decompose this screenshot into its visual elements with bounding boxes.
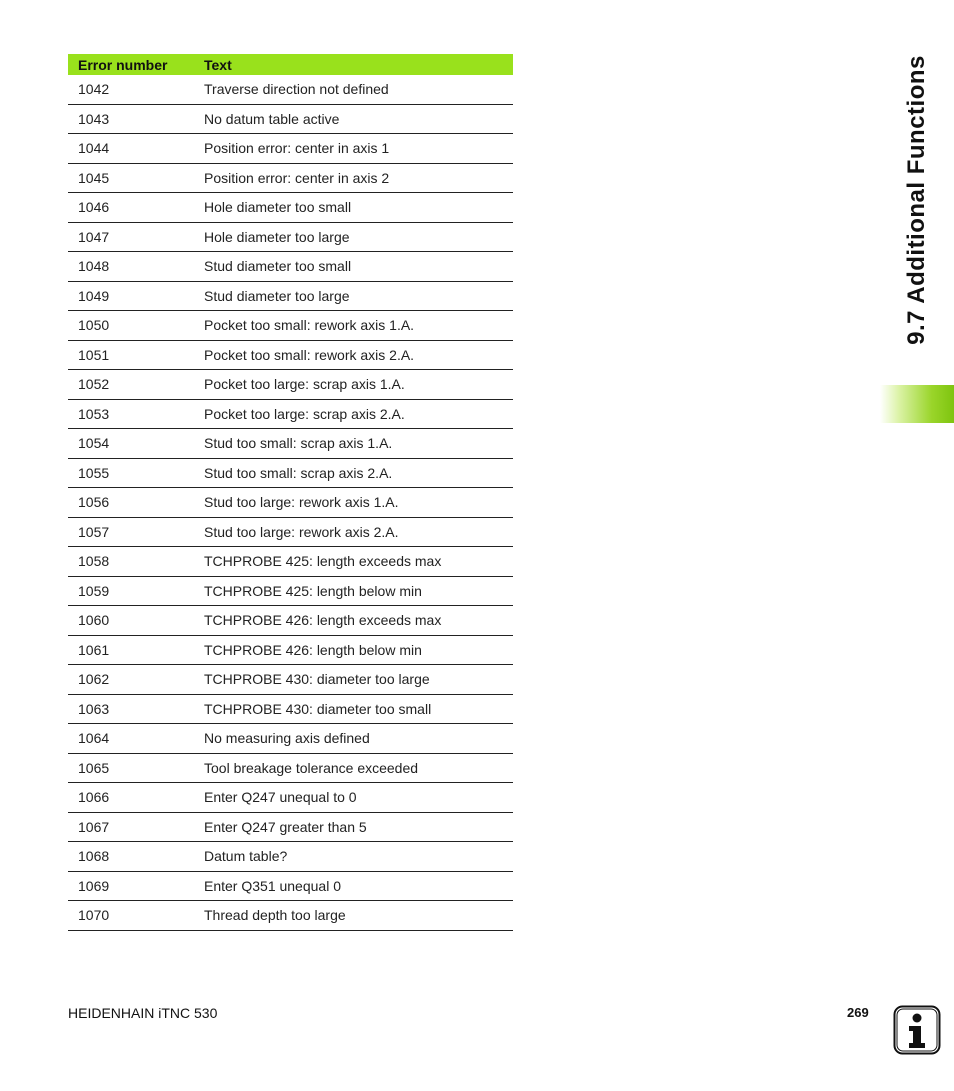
error-number-cell: 1068 [78, 848, 110, 865]
error-number-cell: 1056 [78, 494, 110, 511]
error-text-cell: Stud diameter too large [204, 287, 350, 304]
table-row [68, 193, 513, 223]
error-text-cell: Pocket too small: rework axis 1.A. [204, 317, 415, 334]
error-number-cell: 1044 [78, 140, 110, 157]
table-row [68, 311, 513, 341]
table-row [68, 164, 513, 194]
error-text-cell: TCHPROBE 430: diameter too large [204, 671, 430, 688]
error-text-cell: TCHPROBE 426: length exceeds max [204, 612, 442, 629]
table-row [68, 134, 513, 164]
error-text-cell: Enter Q247 unequal to 0 [204, 789, 357, 806]
error-number-cell: 1043 [78, 110, 110, 127]
error-table [68, 54, 513, 931]
error-text-cell: No measuring axis defined [204, 730, 370, 747]
table-row [68, 754, 513, 784]
table-row [68, 341, 513, 371]
table-row [68, 724, 513, 754]
table-row [68, 901, 513, 931]
error-number-cell: 1042 [78, 81, 110, 98]
error-text-cell: No datum table active [204, 110, 340, 127]
error-text-cell: Pocket too small: rework axis 2.A. [204, 346, 415, 363]
error-text-cell: Position error: center in axis 1 [204, 140, 390, 157]
error-text-cell: Traverse direction not defined [204, 81, 389, 98]
error-text-cell: Stud too large: rework axis 1.A. [204, 494, 399, 511]
table-row [68, 370, 513, 400]
error-number-cell: 1065 [78, 759, 110, 776]
table-row [68, 783, 513, 813]
error-number-cell: 1049 [78, 287, 110, 304]
table-row [68, 636, 513, 666]
error-number-cell: 1069 [78, 877, 110, 894]
error-number-cell: 1057 [78, 523, 110, 540]
error-text-cell: TCHPROBE 425: length exceeds max [204, 553, 442, 570]
error-number-cell: 1045 [78, 169, 110, 186]
error-text-cell: Position error: center in axis 2 [204, 169, 390, 186]
info-icon [893, 1005, 941, 1055]
error-text-cell: Enter Q247 greater than 5 [204, 818, 367, 835]
error-text-cell: Hole diameter too small [204, 199, 352, 216]
table-row [68, 518, 513, 548]
error-number-cell: 1070 [78, 907, 110, 924]
error-number-cell: 1051 [78, 346, 110, 363]
header-text: Text [204, 56, 232, 73]
table-row [68, 577, 513, 607]
header-error-number: Error number [78, 56, 168, 73]
table-header-row [68, 54, 513, 75]
error-text-cell: TCHPROBE 426: length below min [204, 641, 422, 658]
page-number: 269 [847, 1005, 869, 1020]
table-row [68, 75, 513, 105]
table-row [68, 105, 513, 135]
error-text-cell: Pocket too large: scrap axis 2.A. [204, 405, 405, 422]
table-row [68, 842, 513, 872]
error-number-cell: 1048 [78, 258, 110, 275]
error-number-cell: 1047 [78, 228, 110, 245]
error-number-cell: 1046 [78, 199, 110, 216]
error-number-cell: 1055 [78, 464, 110, 481]
error-text-cell: Datum table? [204, 848, 288, 865]
table-row [68, 282, 513, 312]
error-number-cell: 1058 [78, 553, 110, 570]
error-number-cell: 1064 [78, 730, 110, 747]
error-text-cell: Tool breakage tolerance exceeded [204, 759, 419, 776]
section-title-vertical [880, 50, 954, 350]
error-text-cell: Hole diameter too large [204, 228, 350, 245]
error-text-cell: TCHPROBE 425: length below min [204, 582, 422, 599]
error-number-cell: 1062 [78, 671, 110, 688]
chapter-tab-marker [880, 385, 954, 423]
error-number-cell: 1052 [78, 376, 110, 393]
error-number-cell: 1067 [78, 818, 110, 835]
error-text-cell: Stud too small: scrap axis 1.A. [204, 435, 393, 452]
table-row [68, 429, 513, 459]
error-text-cell: Enter Q351 unequal 0 [204, 877, 341, 894]
error-number-cell: 1059 [78, 582, 110, 599]
error-text-cell: Thread depth too large [204, 907, 346, 924]
table-row [68, 872, 513, 902]
error-number-cell: 1050 [78, 317, 110, 334]
error-number-cell: 1054 [78, 435, 110, 452]
table-row [68, 223, 513, 253]
table-row [68, 606, 513, 636]
table-row [68, 400, 513, 430]
error-number-cell: 1060 [78, 612, 110, 629]
error-text-cell: Stud too large: rework axis 2.A. [204, 523, 399, 540]
table-row [68, 695, 513, 725]
error-text-cell: TCHPROBE 430: diameter too small [204, 700, 432, 717]
table-row [68, 813, 513, 843]
error-text-cell: Stud too small: scrap axis 2.A. [204, 464, 393, 481]
footer-product: HEIDENHAIN iTNC 530 [68, 1005, 218, 1021]
error-number-cell: 1053 [78, 405, 110, 422]
error-number-cell: 1066 [78, 789, 110, 806]
section-title: 9.7 Additional Functions [903, 55, 930, 345]
error-number-cell: 1063 [78, 700, 110, 717]
error-number-cell: 1061 [78, 641, 110, 658]
table-row [68, 459, 513, 489]
table-body [68, 75, 513, 931]
error-text-cell: Pocket too large: scrap axis 1.A. [204, 376, 405, 393]
table-row [68, 665, 513, 695]
error-text-cell: Stud diameter too small [204, 258, 352, 275]
table-row [68, 547, 513, 577]
table-row [68, 488, 513, 518]
table-row [68, 252, 513, 282]
